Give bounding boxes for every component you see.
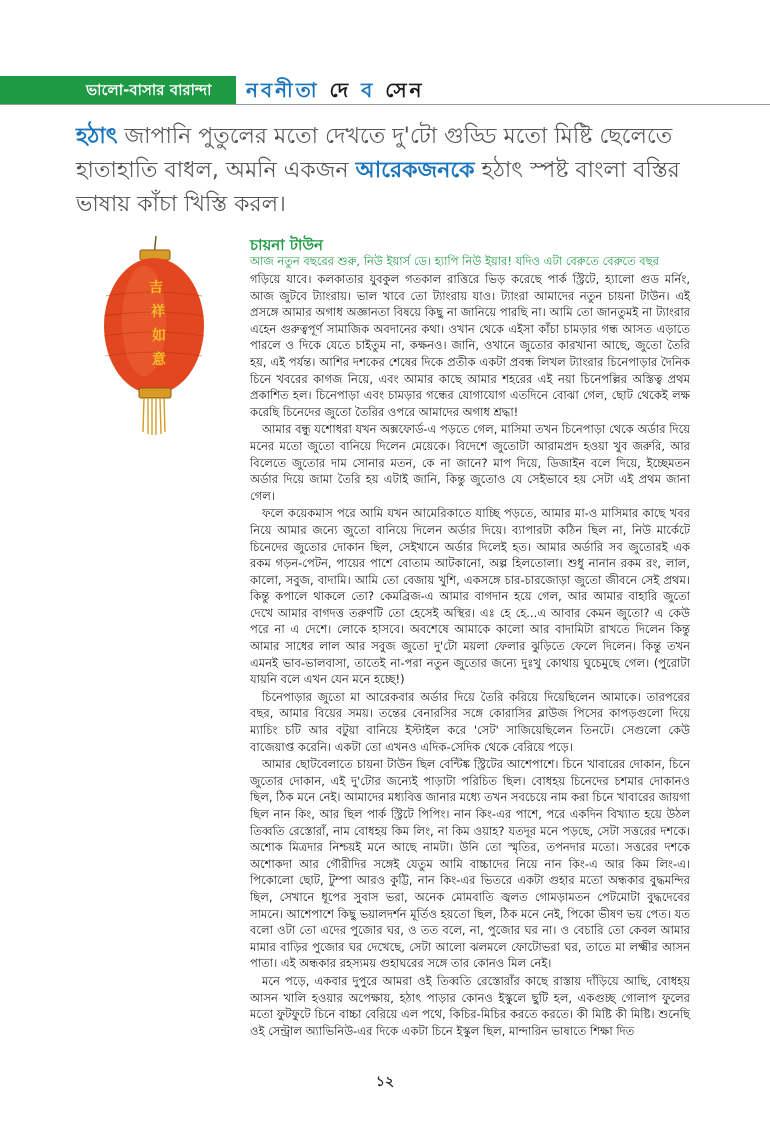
- header-divider: [0, 104, 770, 105]
- lantern-char-1: 吉: [149, 280, 163, 296]
- article-subtitle: আজ নতুন বছরের শুরু, নিউ ইয়ার্স ডে। হ্যাপি নিউ ইয়ার! যদিও এটা বেরুতে বেরুতে বছর: [250, 254, 659, 268]
- paragraph: আমার বন্ধু যশোধরা যখন অক্সফোর্ড-এ পড়তে গেল, মাসিমা তখন চিনেপাড়া থেকে অর্ডার দিয়ে মনের মতো জুতো বানিয়ে দিলেন মেয়েকে। বিদেশে জুতোটা আরামপ্রদ হওয়া খুব জরুরি, আর বিলেতে জুতোর দাম সোনার মতন, কে না জানে? মাপ দিয়ে, ডিজাইন বলে দিয়ে, ইচ্ছেমতন অর্ডার দিয়ে জামা তৈরি হয় এটাই জানি, কিন্তু জুতোও যে সেইভাবে হয় সেটা এই প্রথম জানা গেল।: [250, 422, 690, 503]
- page-number: ১২: [375, 1074, 395, 1090]
- lantern-char-2: 祥: [151, 304, 165, 320]
- pull-quote-highlight-1: হঠাৎ: [76, 124, 118, 149]
- paragraph: মনে পড়ে, একবার দুপুরে আমরা ওই তিব্বতি রেস্তোরাঁর কাছে রাস্তায় দাঁড়িয়ে আছি, বোধহয় আসন খালি হওয়ার অপেক্ষায়, হঠাৎ পাড়ার কোনও ইস্কুলে ছুটি হল, একগুচ্ছ গোলাপ ফুলের মতো ফুটফুটে চিনে বাচ্চা বেরিয়ে এল পথে, কিচির-মিচির করতে করতে। কী মিষ্টি কী মিষ্টি। শুনেছি ওই সেন্ট্রাল অ্যাভিনিউ-এর দিকে একটা চিনে ইস্কুল ছিল, মান্দারিন ভাষাতে শিক্ষা দিত: [250, 973, 690, 1038]
- chinese-lantern-image: [84, 236, 224, 436]
- paragraph: আমার ছোটবেলাতে চায়না টাউন ছিল বেন্টিঙ্ক স্ট্রিটের আশেপাশে। চিনে খাবারের দোকান, চিনে জুতোর দোকান, এই দু'টোর জন্যেই পাড়াটা পরিচিত ছিল। বোধহয় চিনেদের চশমার দোকানও ছিল, ঠিক মনে নেই। আমাদের মধ্যবিত্ত জানার মধ্যে তখন সবচেয়ে নাম করা চিনে খাবারের জায়গা ছিল নান কিং, আর ছিল পার্ক স্ট্রিটে পিপিং। নান কিং-এর পাশে, পরে একদিন বিখ্যাত হয়ে উঠল তিব্বতি রেস্তোরাঁ, নাম বোধহয় কিম লিং, না কিম ওয়াহ? যতদূর মনে পড়ছে, সেটা সত্তরের দশকে। অশোক মিত্রদার নিশ্চয়ই মনে আছে নামটা। উনি তো স্মৃতির, তপনদার মতো। সত্তরের দশকে অশোকদা আর গৌরীদির সঙ্গেই যেতুম আমি বাচ্চাদের নিয়ে নান কিং-এ আর কিম লিং-এ। পিকোলো ছোট, টুম্পা আরও কুট্টি, নান কিং-এর ভিতরে একটা গুহার মতো অন্ধকার বুদ্ধমন্দির ছিল, সেখানে ধূপের সুবাস ভরা, অনেক মোমবাতি জ্বলত গোমড়ামতন পেটমোটা বুদ্ধদেবের সামনে। আশেপাশে কিছু ভয়ালদর্শন মূর্তিও হয়তো ছিল, ঠিক মনে নেই, পিকো ভীষণ ভয় পেত। যত বলো ওটা তো এদের পুজোর ঘর, ও তত বলে, না, পুজোর ঘর না। ও বেচারি তো কেবল আমার মামার বাড়ির পুজোর ঘর দেখেছে, সেটা আলো ঝলমলে ফোটোভরা ঘর, তাতে মা লক্ষ্মীর আসন পাতা। এই অন্ধকার রহস্যময় গুহাঘরের সঙ্গে তার কোনও মিল নেই।: [250, 757, 690, 971]
- pull-quote-text-1: জাপানি পুতুলের মতো দেখতে দু'টো গুড্ডি মতো মিষ্টি ছেলেতে হাতাহাতি বাধল, অমনি একজন: [76, 124, 673, 183]
- pull-quote: [76, 120, 716, 222]
- lantern-char-3: 如: [152, 328, 166, 344]
- column-tag: ভালো-বাসার বারান্দা: [86, 81, 212, 99]
- paragraph: চিনেপাড়ার জুতো মা আরেকবার অর্ডার দিয়ে তৈরি করিয়ে দিয়েছিলেন আমাকে। তারপরের বছর, আমার বিয়ের সময়। তন্তের বেনারসির সঙ্গে কোরাসির ব্লাউজ পিসের কাপড়গুলো দিয়ে ম্যাচিং চটি আর বটুয়া বানিয়ে ইস্টাইল করে 'সেট' সাজিয়েছিলেন তিনটে। সেগুলো কেউ বাজেয়াপ্ত করেনি। একটা তো এখনও এদিক-সেদিক থেকে বেরিয়ে পড়ে।: [250, 689, 690, 754]
- author-middle-1: দে: [329, 78, 352, 102]
- author-name: [246, 76, 424, 104]
- article-body: [250, 271, 690, 1040]
- author-middle-2: ব: [361, 78, 376, 102]
- lantern-char-4: 意: [152, 352, 166, 368]
- author-last-name: সেন: [385, 78, 425, 102]
- pull-quote-text-2: হঠাৎ স্পষ্ট বাংলা বস্তির ভাষায় কাঁচা খিস্তি করল।: [76, 158, 680, 217]
- paragraph: গড়িয়ে যাবে। কলকাতার যুবকুল গতকাল রাত্তিরে ভিড় করেছে পার্ক স্ট্রিটে, হ্যালো গুড মর্নিং, আজ জুটবে ট্যাংরায়। ভাল খাবে তো ট্যাংরায় যাও। ট্যাংরা আমাদের নতুন চায়না টাউন। এই প্রসঙ্গে আমার অগাধ অজ্ঞানতা বিষয়ে কিছু না জানিয়ে পারছি না। আমি তো জানতুমই না ট্যাংরার এহেন গুরুত্বপূর্ণ সামাজিক অবদানের কথা। ওখান থেকে এইসা কাঁচা চামড়ার গন্ধ আসত এড়াতে পারলে ও দিকে যেতে চাইতুম না, কক্ষনও। জানি, ওখানে জুতোর কারখানা আছে, জুতো তৈরি হয়, এই পর্যন্ত। আশির দশকের শেষের দিকে প্রতীক একটা প্রবন্ধ লিখল ট্যাংরার চিনেপাড়ার দৈনিক চিনে খবরের কাগজ নিয়ে, এবং আমার কাছে আমার শহরের এই নয়া চিনেপল্লির অস্তিত্ব প্রথম প্রকাশিত হল। চিনেপাড়া এবং চামড়ার গন্ধের যোগাযোগ এতদিনে বোঝা গেল, ছোট থেকেই লক্ষ করেছি চিনেদের জুতো তৈরির ওপরে আমাদের অগাধ শ্রদ্ধা!: [250, 272, 690, 419]
- pull-quote-highlight-2: আরেকজনকে: [355, 158, 475, 183]
- author-first-name: নবনীতা: [246, 78, 320, 102]
- section-title: চায়না টাউন: [250, 236, 323, 254]
- paragraph: ফলে কয়েকমাস পরে আমি যখন আমেরিকাতে যাচ্ছি পড়তে, আমার মা-ও মাসিমার কাছে খবর নিয়ে আমার জন্যে জুতো বানিয়ে দিলেন অর্ডার দিয়ে। ব্যাপারটা কঠিন ছিল না, নিউ মার্কেটে চিনেদের জুতোর দোকান ছিল, সেইখানে অর্ডার দিলেই হত। আমার অর্ডারি সব জুতোরই এক রকম গড়ন-পেটন, পায়ের পাশে বোতাম আটকানো, অল্প হিলতোলা। শুধু নানান রকম রং, লাল, কালো, সবুজ, বাদামি। আমি তো বেজায় খুশি, একসঙ্গে চার-চারজোড়া জুতো জীবনে সেই প্রথম। কিন্তু কপালে থাকলে তো? কেমব্রিজ-এ আমার বাগদান হয়ে গেল, আর আমার বাহারি জুতো দেখে আমার বাগদত্ত তরুণটি তো হেসেই অস্থির। এঃ হে হে...এ আবার কেমন জুতো? এ কেউ পরে না এ দেশে। লোকে হাসবে। অবশেষে আমাকে কালো আর বাদামিটা রাখতে দিলেন কিন্তু আমার সাধের লাল আর সবুজ জুতো দু'টো ময়লা ফেলার ঝুড়িতে ফেলে দিলেন। কিন্তু তখন এমনই ভাব-ভালবাসা, তাতেই না-পরা নতুন জুতোর জন্যে দুঃখু কোথায় ঘুচেমুছে গেল। (পুরোটা যায়নি বলে এখন যেন মনে হচ্ছে!): [250, 506, 690, 687]
